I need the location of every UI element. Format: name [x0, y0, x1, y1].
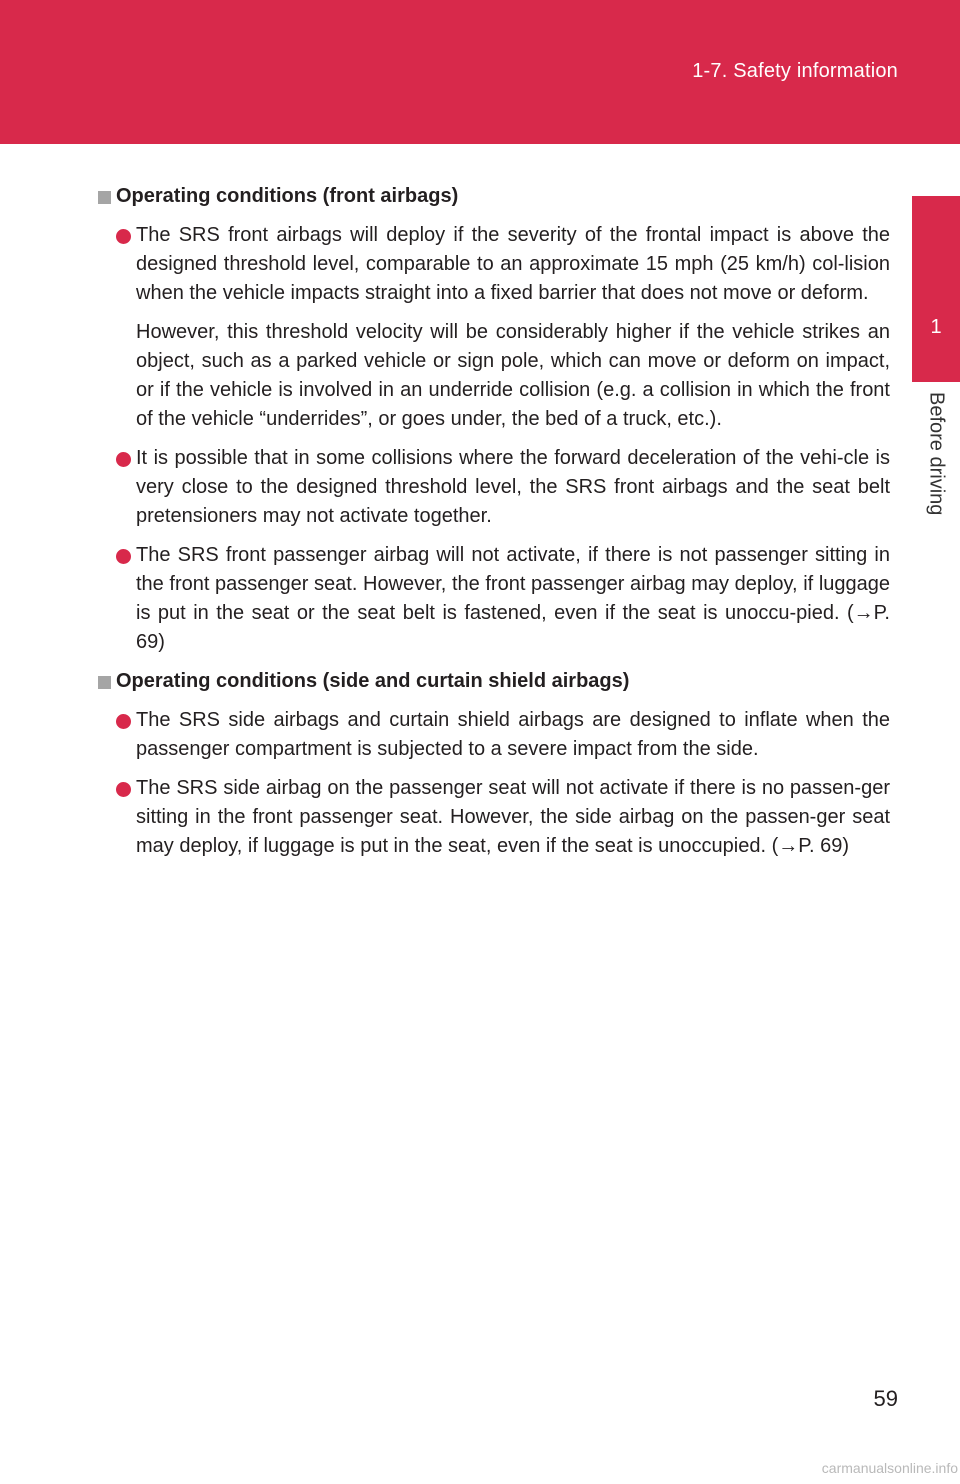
section-title: 1-7. Safety information	[692, 60, 898, 82]
chapter-tab	[912, 196, 960, 382]
section-heading-side-curtain-airbags	[96, 667, 890, 696]
circle-bullet-icon	[116, 229, 131, 244]
section-heading-front-airbags	[96, 182, 890, 211]
page-number: 59	[873, 1386, 898, 1411]
list-item	[96, 774, 890, 861]
chapter-label: Before driving	[925, 392, 948, 516]
list-item-text: The SRS side airbags and curtain shield airbags are designed to inflate when the passenger compartment is subjected to a severe impact from the side.	[136, 709, 890, 760]
list-item	[96, 706, 890, 764]
list-item	[96, 444, 890, 531]
circle-bullet-icon	[116, 714, 131, 729]
circle-bullet-icon	[116, 782, 131, 797]
list-item-text: The SRS side airbag on the passenger seat will not activate if there is no passen-ger sitting in the front passenger seat. However, the side airbag on the passen-ger seat may deploy, if luggage is put in the seat, even if the seat is unoccupied. (→P. 69)	[136, 777, 890, 857]
circle-bullet-icon	[116, 549, 131, 564]
page-content	[96, 182, 890, 871]
chapter-number: 1	[930, 316, 942, 338]
list-item-text: The SRS front passenger airbag will not activate, if there is not passenger sitting in the front passenger seat. However, the front passenger airbag may deploy, if luggage is put in the seat or the seat belt is fastened, even if the seat is unoccu-pied. (→P. 69)	[136, 544, 890, 653]
list-item	[96, 221, 890, 308]
heading-text: Operating conditions (front airbags)	[116, 185, 459, 207]
circle-bullet-icon	[116, 452, 131, 467]
page-header	[0, 0, 960, 144]
list-item-text: It is possible that in some collisions where the forward deceleration of the vehi-cle is very close to the designed threshold level, the SRS front airbags and the seat belt pretensioners may not activate together.	[136, 447, 890, 527]
square-bullet-icon	[98, 676, 111, 689]
square-bullet-icon	[98, 191, 111, 204]
list-item-continuation: However, this threshold velocity will be considerably higher if the vehicle strikes an object, such as a parked vehicle or sign pole, which can move or deform on impact, or if the vehicle is involved in an underride collision (e.g. a collision in which the front of the vehicle “underrides”, or goes under, the bed of a truck, etc.).	[136, 321, 890, 430]
watermark: carmanualsonline.info	[821, 1460, 958, 1476]
list-item	[96, 541, 890, 657]
heading-text: Operating conditions (side and curtain shield airbags)	[116, 670, 630, 692]
list-item-text: The SRS front airbags will deploy if the severity of the frontal impact is above the designed threshold level, comparable to an approximate 15 mph (25 km/h) col-lision when the vehicle impacts straight into a fixed barrier that does not move or deform.	[136, 224, 890, 304]
